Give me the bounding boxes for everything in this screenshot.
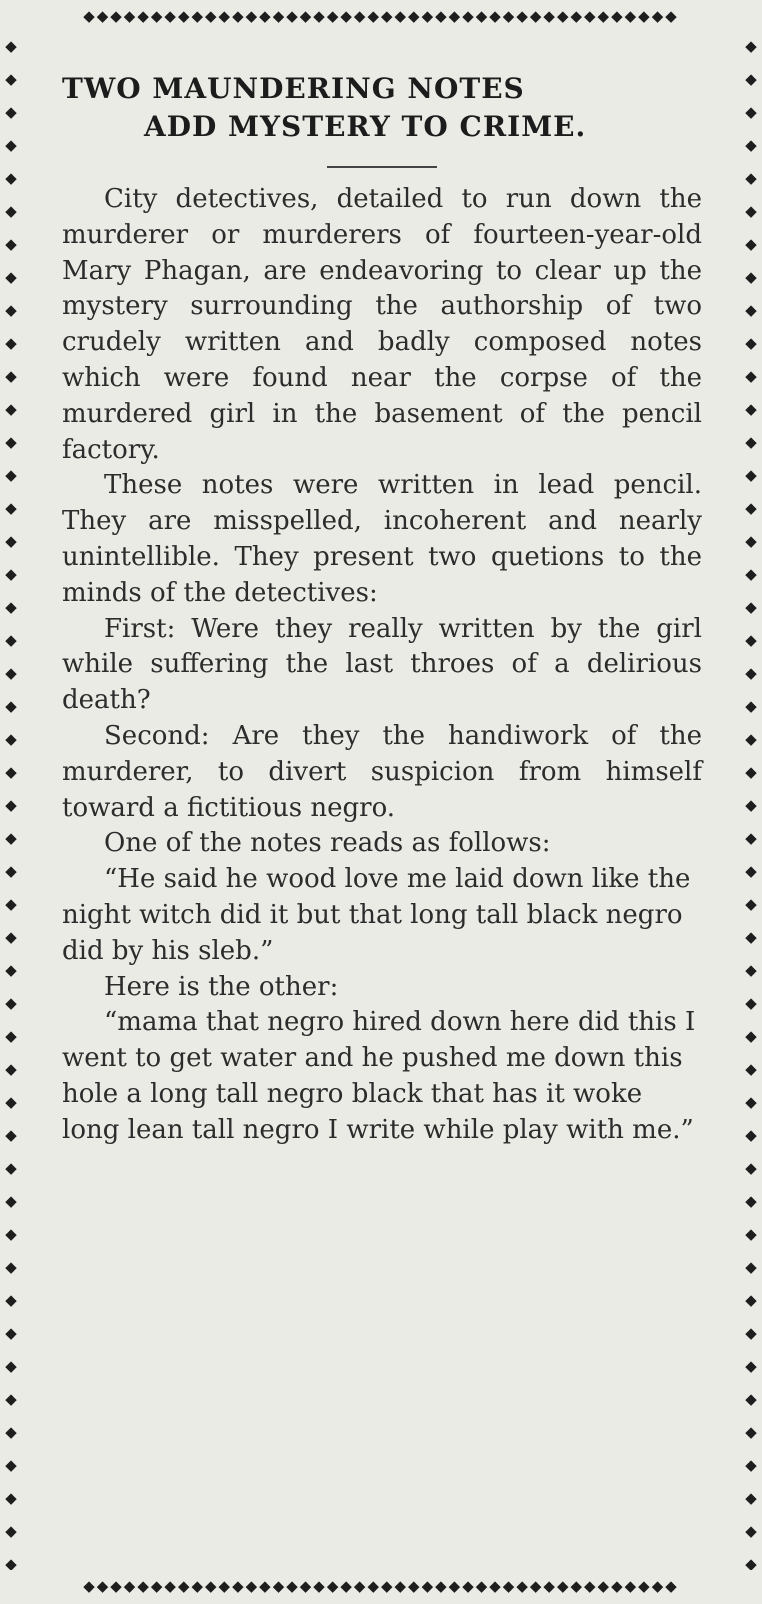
headline-divider	[327, 166, 437, 168]
paragraph-first-note-intro: One of the notes reads as follows:	[104, 828, 551, 859]
paragraph-first-question: First: Were they really written by the girl while suffering the last throes of a delirious death?	[62, 613, 702, 716]
ornamental-border-bottom: ◆◆◆◆◆◆◆◆◆◆◆◆◆◆◆◆◆◆◆◆◆◆◆◆◆◆◆◆◆◆◆◆◆◆◆◆◆◆◆◆◆◆◆◆	[83, 1577, 679, 1595]
headline-line-2: ADD MYSTERY TO CRIME.	[144, 110, 587, 143]
article	[62, 70, 702, 1149]
headline-line-1: TWO MAUNDERING NOTES	[62, 72, 525, 105]
ornamental-border-top: ◆◆◆◆◆◆◆◆◆◆◆◆◆◆◆◆◆◆◆◆◆◆◆◆◆◆◆◆◆◆◆◆◆◆◆◆◆◆◆◆◆◆◆◆	[83, 7, 679, 25]
paragraph-second-note-intro: Here is the other:	[104, 971, 339, 1002]
headline	[62, 70, 702, 146]
paragraph-notes-description: These notes were written in lead pencil. They are misspelled, incoherent and nearly unintellible. They present two quetions to the minds of the detectives:	[62, 470, 702, 608]
ornamental-border-right: ◆ ◆ ◆ ◆ ◆ ◆ ◆ ◆ ◆ ◆ ◆ ◆ ◆ ◆ ◆ ◆ ◆ ◆ ◆ ◆ ◆ ◆ ◆ ◆ ◆ ◆ ◆ ◆ ◆ ◆ ◆ ◆ ◆ ◆ ◆ ◆ ◆ ◆ ◆ ◆ ◆ ◆ ◆ ◆ ◆ ◆ ◆	[745, 37, 757, 1570]
quote-first-note: “He said he wood love me laid down like the night witch did it but that long tall black negro did by his sleb.”	[62, 864, 691, 966]
paragraph-intro: City detectives, detailed to run down the murderer or murderers of fourteen-year-old Mary Phagan, are endeavoring to clear up the mystery surrounding the authorship of two crudely written and badly composed notes which were found near the corpse of the murdered girl in the basement of the pencil factory.	[62, 184, 702, 465]
paragraph-second-question: Second: Are they the handiwork of the murderer, to divert suspicion from himself toward a fictitious negro.	[62, 720, 702, 823]
quote-second-note: “mama that negro hired down here did this I went to get water and he pushed me down this hole a long tall negro black that has it woke long lean tall negro I write while play with me.”	[62, 1007, 696, 1145]
ornamental-border-left: ◆ ◆ ◆ ◆ ◆ ◆ ◆ ◆ ◆ ◆ ◆ ◆ ◆ ◆ ◆ ◆ ◆ ◆ ◆ ◆ ◆ ◆ ◆ ◆ ◆ ◆ ◆ ◆ ◆ ◆ ◆ ◆ ◆ ◆ ◆ ◆ ◆ ◆ ◆ ◆ ◆ ◆ ◆ ◆ ◆ ◆ ◆	[5, 37, 17, 1570]
